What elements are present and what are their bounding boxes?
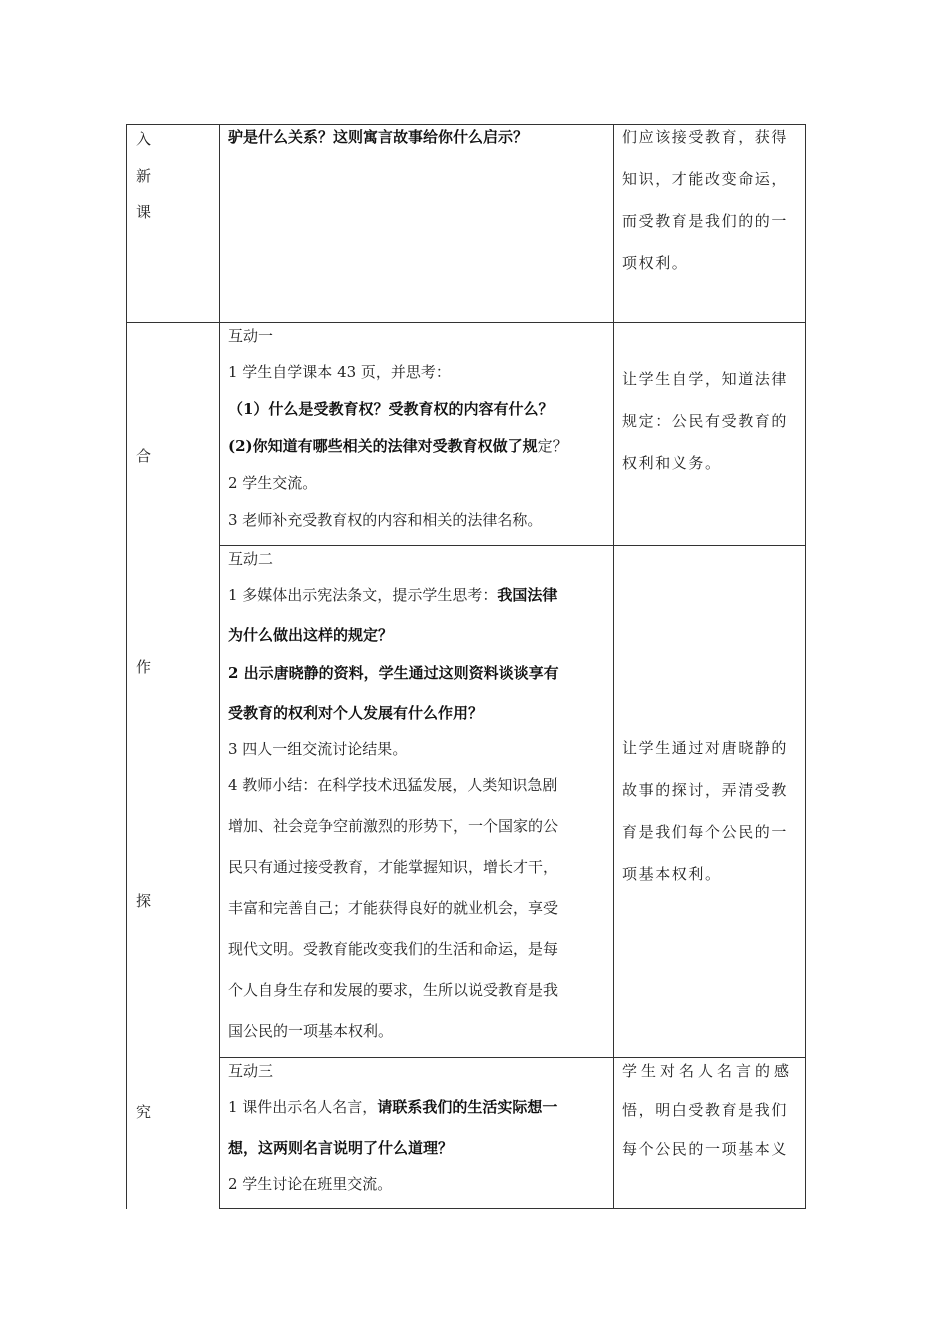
stage-char: 作 — [136, 658, 152, 676]
activity-line: （1）什么是受教育权？受教育权的内容有什么？ — [228, 400, 554, 418]
table-border-top — [126, 124, 806, 125]
summary-line: 个人自身生存和发展的要求，生所以说受教育是我 — [228, 981, 559, 999]
intent-line: 们应该接受教育，获得 — [622, 128, 789, 146]
intent-line: 而受教育是我们的的一 — [622, 212, 789, 230]
intent-line: 每个公民的一项基本义 — [622, 1140, 789, 1158]
activity-line-bold: 我国法律 — [497, 586, 558, 604]
row-divider-1 — [219, 545, 806, 546]
activity-line — [228, 1098, 557, 1117]
intent-line: 规定：公民有受教育的 — [622, 412, 789, 430]
interaction-title: 互动三 — [228, 1062, 274, 1080]
activity-line: 2 学生讨论在班里交流。 — [228, 1175, 393, 1193]
activity-line: 3 老师补充受教育权的内容和相关的法律名称。 — [228, 511, 543, 529]
stage-char: 新 — [136, 167, 152, 185]
activity-line-rest: 定？ — [537, 437, 568, 455]
activity-line: 想，这两则名言说明了什么道理？ — [228, 1139, 454, 1157]
summary-line: 现代文明。受教育能改变我们的生活和命运，是每 — [228, 940, 559, 958]
summary-line: 国公民的一项基本权利。 — [228, 1022, 394, 1040]
activity-line: 受教育的权利对个人发展有什么作用？ — [228, 704, 484, 722]
table-col-divider-1 — [219, 124, 220, 1209]
summary-line: 丰富和完善自己；才能获得良好的就业机会，享受 — [228, 899, 559, 917]
summary-line: 民只有通过接受教育，才能掌握知识，增长才干， — [228, 858, 559, 876]
activity-line: 为什么做出这样的规定？ — [228, 626, 394, 644]
intro-question: 驴是什么关系？这则寓言故事给你什么启示？ — [228, 128, 529, 146]
stage-char: 究 — [136, 1103, 152, 1121]
summary-line: 4 教师小结：在科学技术迅猛发展，人类知识急剧 — [228, 776, 558, 794]
activity-line — [228, 437, 568, 456]
activity-line: 2 学生交流。 — [228, 474, 318, 492]
interaction-title: 互动一 — [228, 327, 274, 345]
stage-char: 入 — [136, 130, 152, 148]
intent-line: 故事的探讨，弄清受教 — [622, 781, 789, 799]
intent-line: 让学生自学，知道法律 — [622, 370, 789, 388]
stage-char: 课 — [136, 203, 152, 221]
table-border-left — [126, 124, 127, 1209]
activity-line-plain: 1 课件出示名人名言， — [228, 1098, 378, 1116]
stage-char: 合 — [136, 447, 152, 465]
intent-line: 育是我们每个公民的一 — [622, 823, 789, 841]
table-border-right — [805, 124, 806, 1209]
activity-line-bold: (2)你知道有哪些相关的法律对受教育权做了规 — [228, 437, 538, 455]
intent-line: 悟，明白受教育是我们 — [622, 1101, 789, 1119]
activity-line: 3 四人一组交流讨论结果。 — [228, 740, 408, 758]
row-divider-intro — [126, 322, 806, 323]
activity-line-bold: 请联系我们的生活实际想一 — [377, 1098, 558, 1116]
intent-line: 学生对名人名言的感 — [622, 1062, 794, 1080]
activity-line — [228, 586, 557, 605]
stage-char: 探 — [136, 892, 152, 910]
activity-line-plain: 1 多媒体出示宪法条文，提示学生思考： — [228, 586, 498, 604]
intent-line: 知识，才能改变命运， — [622, 170, 789, 188]
intent-line: 项基本权利。 — [622, 865, 722, 883]
row-divider-2 — [219, 1057, 806, 1058]
intent-line: 权利和义务。 — [622, 454, 722, 472]
activity-line: 2 出示唐晓静的资料，学生通过这则资料谈谈享有 — [228, 664, 559, 682]
interaction-title: 互动二 — [228, 550, 274, 568]
activity-line: 1 学生自学课本 43 页，并思考： — [228, 363, 451, 381]
intent-line: 让学生通过对唐晓静的 — [622, 739, 789, 757]
intent-line: 项权利。 — [622, 254, 689, 272]
table-border-bottom — [219, 1208, 806, 1209]
summary-line: 增加、社会竞争空前激烈的形势下，一个国家的公 — [228, 817, 559, 835]
table-col-divider-2 — [613, 124, 614, 1209]
